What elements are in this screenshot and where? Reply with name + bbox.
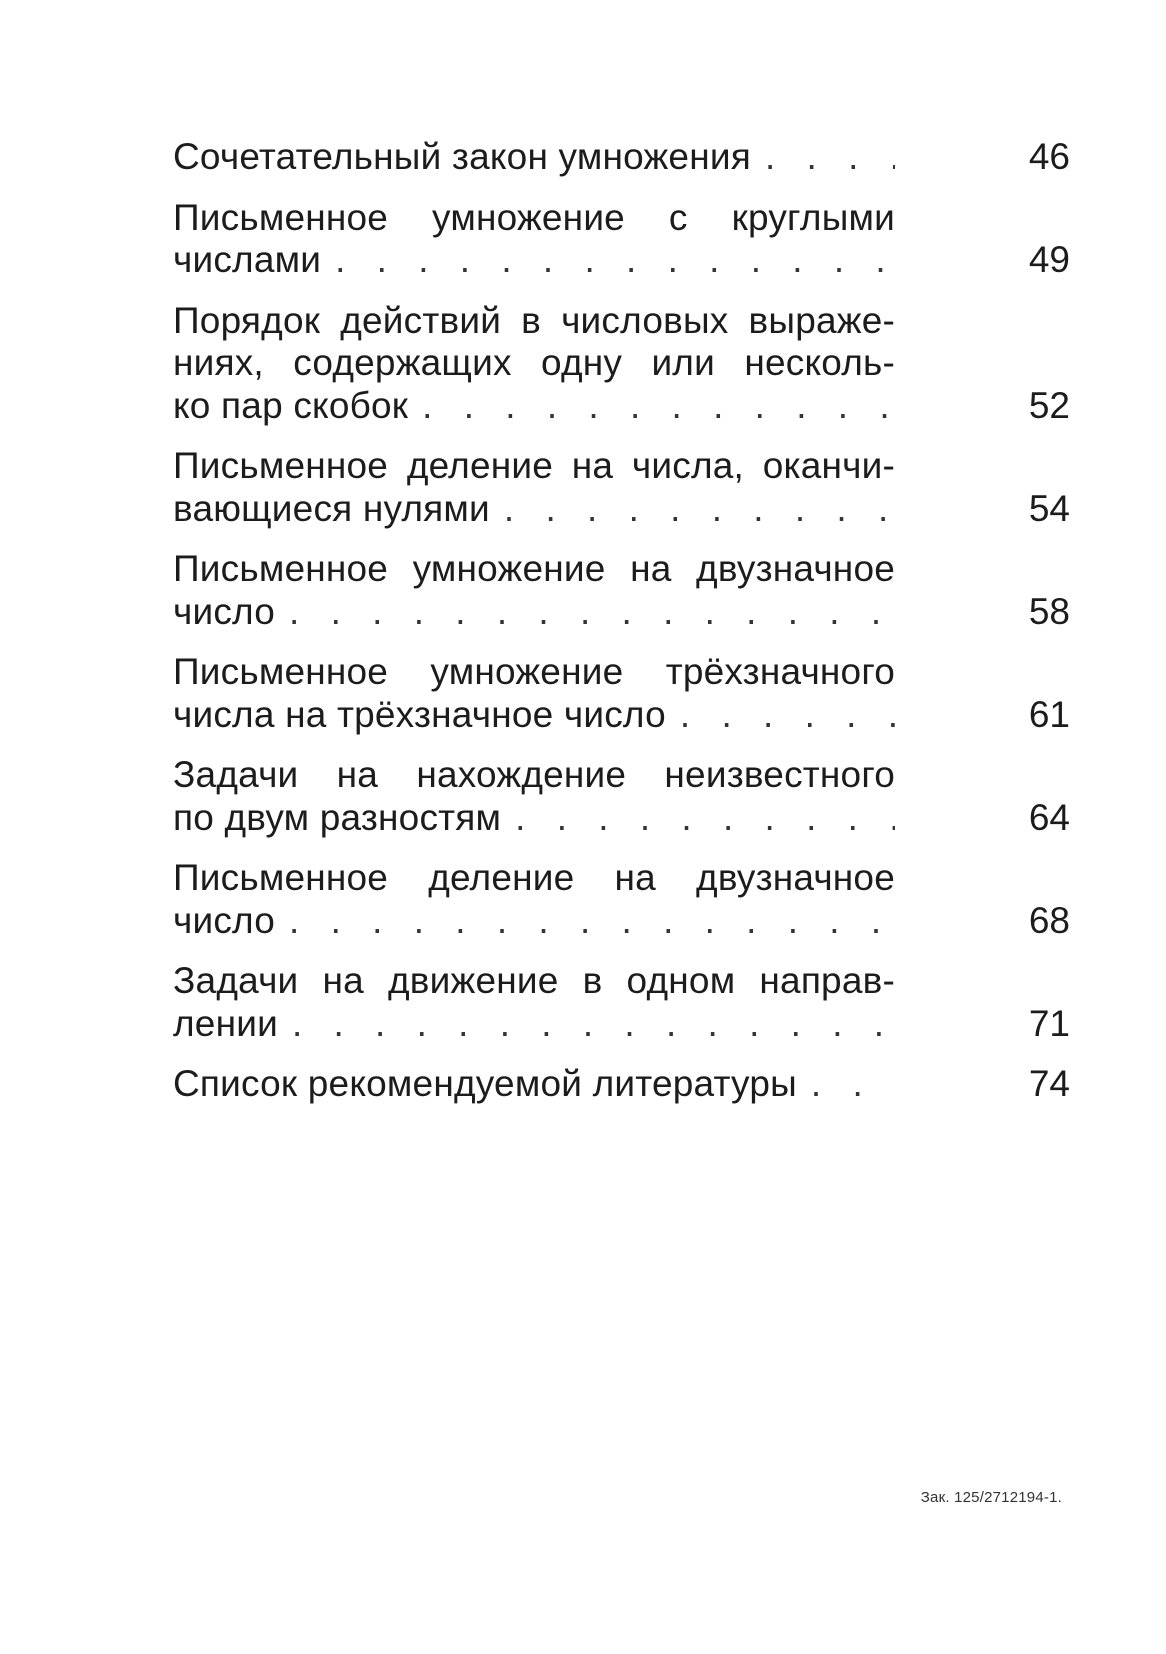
dot-leader xyxy=(680,694,895,737)
toc-entry-line-text: Сочетательный закон умножения xyxy=(173,136,751,177)
toc-page-number: 64 xyxy=(1028,796,1070,838)
toc-entry-line xyxy=(173,239,895,282)
toc-page-number: 54 xyxy=(1028,487,1070,529)
toc-entry-title xyxy=(173,197,895,282)
toc-entry[interactable] xyxy=(173,1063,1070,1106)
toc-entry-line: Задачи на нахождение неизвестного xyxy=(173,754,895,795)
toc-entry[interactable] xyxy=(173,857,1070,942)
toc-entry-title xyxy=(173,754,895,839)
toc-entry[interactable] xyxy=(173,300,1070,428)
dot-leader xyxy=(289,591,895,634)
toc-entry-title xyxy=(173,960,895,1045)
toc-entry-title xyxy=(173,136,895,179)
toc-entry-line-text: лении xyxy=(173,1002,278,1044)
toc-entry-title xyxy=(173,651,895,736)
toc-page-number: 58 xyxy=(1028,590,1070,632)
toc-entry-line xyxy=(173,385,895,428)
toc-entry-title xyxy=(173,445,895,530)
toc-entry-line: Порядок действий в числовых выраже- xyxy=(173,299,895,341)
toc-entry-line-text: число xyxy=(173,590,276,632)
dot-leader xyxy=(292,1003,895,1046)
toc-entry-line xyxy=(173,1063,895,1106)
toc-entry[interactable] xyxy=(173,445,1070,530)
toc-page-number: 71 xyxy=(1028,1002,1070,1044)
toc-entry-line xyxy=(173,488,895,531)
dot-leader xyxy=(504,488,895,531)
toc-entry-line xyxy=(173,797,895,840)
toc-entry-line-text: по двум разностям xyxy=(173,796,502,838)
toc-entry-line xyxy=(173,900,895,943)
toc-page-number: 52 xyxy=(1028,384,1070,426)
toc-entry-line xyxy=(173,591,895,634)
table-of-contents xyxy=(173,136,1070,1124)
toc-entry-line: Письменное умножение трёхзначного xyxy=(173,651,895,692)
toc-entry-line xyxy=(173,136,895,179)
toc-entry-line xyxy=(173,1003,895,1046)
toc-entry[interactable] xyxy=(173,548,1070,633)
toc-entry-line-text: числа на трёхзначное число xyxy=(173,693,666,735)
toc-entry-line-text: вающиеся нулями xyxy=(173,487,490,529)
toc-entry-line-text: числами xyxy=(173,239,322,280)
toc-page-number: 49 xyxy=(1028,239,1070,280)
dot-leader xyxy=(289,900,895,943)
toc-entry-line-text: ко пар скобок xyxy=(173,384,409,426)
toc-entry-line: Письменное деление на числа, оканчи- xyxy=(173,445,895,486)
toc-entry-line-text: число xyxy=(173,899,276,941)
toc-page-number: 46 xyxy=(1028,136,1070,177)
toc-entry[interactable] xyxy=(173,754,1070,839)
toc-entry[interactable] xyxy=(173,960,1070,1045)
toc-entry-line xyxy=(173,694,895,737)
toc-page-number: 74 xyxy=(1028,1063,1070,1104)
toc-entry-title xyxy=(173,548,895,633)
toc-entry-line-text: Список рекомендуемой литературы xyxy=(173,1063,797,1104)
dot-leader xyxy=(765,136,895,179)
toc-entry[interactable] xyxy=(173,197,1070,282)
dot-leader xyxy=(335,239,895,282)
dot-leader xyxy=(422,385,895,428)
toc-entry-line: Письменное деление на двузначное xyxy=(173,857,895,898)
toc-entry-line: ниях, содержащих одну или несколь- xyxy=(173,342,895,383)
dot-leader xyxy=(515,797,895,840)
toc-entry[interactable] xyxy=(173,136,1070,179)
toc-entry-title xyxy=(173,857,895,942)
toc-entry-line: Письменное умножение с круглыми xyxy=(173,196,895,238)
toc-entry-line: Письменное умножение на двузначное xyxy=(173,548,895,589)
dot-leader xyxy=(811,1063,895,1106)
toc-page-number: 61 xyxy=(1028,693,1070,735)
toc-entry-title xyxy=(173,300,895,428)
toc-entry-line: Задачи на движение в одном направ- xyxy=(173,960,895,1001)
toc-page-number: 68 xyxy=(1028,899,1070,941)
print-order-footnote: Зак. 125/2712194-1. xyxy=(920,1489,1062,1506)
toc-entry-title xyxy=(173,1063,895,1106)
toc-entry[interactable] xyxy=(173,651,1070,736)
